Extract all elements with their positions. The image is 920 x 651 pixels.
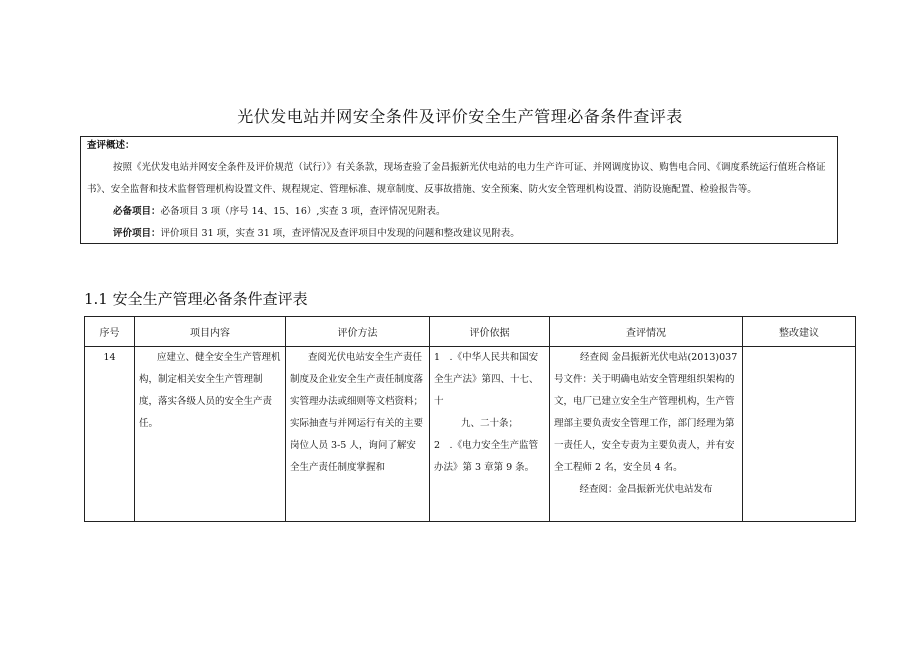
check-table: [84, 316, 856, 522]
cell-situation: [550, 347, 743, 522]
header-basis: 评价依据: [430, 317, 550, 347]
section-heading: 1.1 安全生产管理必备条件查评表: [84, 290, 308, 308]
cell-method-text: 查阅光伏电站安全生产责任制度及企业安全生产责任制度落实管理办法或细则等文档资料；实际抽查与并网运行有关的主要岗位人员 3-5 人，询问了解安全生产责任制度掌握和: [290, 352, 424, 473]
cell-suggestion: [743, 347, 856, 522]
table-row: [85, 347, 856, 522]
basis-item-1-cont: 九、二十条；: [460, 418, 518, 429]
required-items-label: 必备项目：: [113, 206, 161, 217]
cell-method: [286, 347, 430, 522]
cell-basis: [430, 347, 550, 522]
header-seq: 序号: [85, 317, 135, 347]
document-title: 光伏发电站并网安全条件及评价安全生产管理必备条件查评表: [237, 107, 683, 126]
situation-text-2: 经查阅：金昌振新光伏电站发布: [579, 484, 713, 495]
basis-item-2: 2 .《电力安全生产监管办法》第 3 章第 9 条。: [434, 440, 539, 473]
evaluation-items-text: 评价项目 31 项，实查 31 项，查评情况及查评项目中发现的问题和整改建议见附表。: [160, 228, 520, 239]
required-items-line: [87, 201, 831, 223]
evaluation-items-label: 评价项目：: [113, 228, 161, 239]
header-content: 项目内容: [135, 317, 286, 347]
cell-seq: 14: [85, 347, 135, 522]
cell-content-text: 应建立、健全安全生产管理机构，制定相关安全生产管理制度，落实各级人员的安全生产责任。: [139, 352, 281, 429]
basis-item-1: 1 .《中华人民共和国安全生产法》第四、十七、十: [434, 352, 539, 407]
situation-text-1: 经查阅 金昌振新光伏电站(2013)037 号文件：关于明确电站安全管理组织架构的文，电厂已建立安全生产管理机构，生产管理部主要负责安全管理工作，部门经理为第一责任人，安全专责为主要负责人，并有安全工程师 2 名，安全员 4 名。: [554, 352, 738, 473]
header-suggestion: 整改建议: [743, 317, 856, 347]
required-items-text: 必备项目 3 项（序号 14、15、16）,实查 3 项，查评情况见附表。: [160, 206, 446, 217]
overview-paragraph: 按照《光伏发电站并网安全条件及评价规范（试行）》有关条款，现场查验了金昌振新光伏电站的电力生产许可证、并网调度协议、购售电合同、《调度系统运行值班合格证书》、安全监督和技术监督管理机构设置文件、规程规定、管理标准、规章制度、反事故措施、安全预案、防火安全管理机构设置、消防设施配置、检验报告等。: [87, 162, 826, 195]
header-method: 评价方法: [286, 317, 430, 347]
overview-box: [80, 136, 838, 244]
evaluation-items-line: [87, 223, 831, 245]
cell-content: [135, 347, 286, 522]
header-situation: 查评情况: [550, 317, 743, 347]
overview-heading: 查评概述：: [87, 140, 135, 151]
table-header-row: [85, 317, 856, 347]
